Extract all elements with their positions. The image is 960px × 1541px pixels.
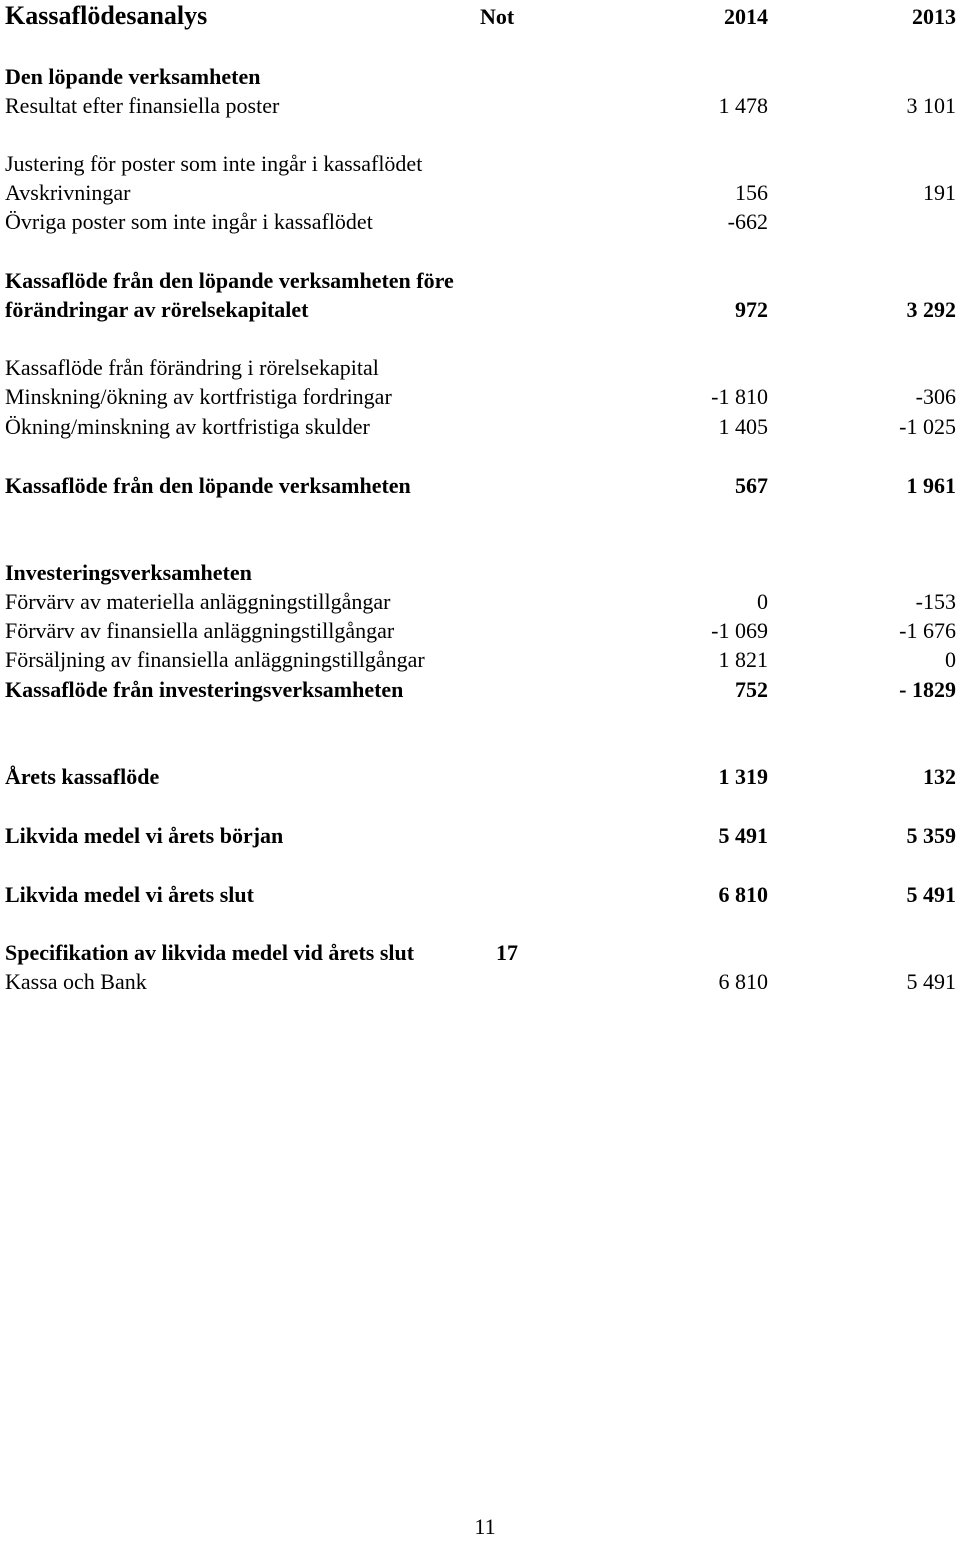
value-2014: 1 821 [718, 647, 768, 672]
value-2013: 3 292 [906, 297, 956, 322]
value-2013: 5 491 [906, 882, 956, 907]
page-number: 11 [474, 1514, 496, 1539]
page-title: Kassaflödesanalys [5, 1, 208, 30]
row-label: Minskning/ökning av kortfristiga fordringar [5, 384, 392, 409]
table-row [0, 762, 960, 791]
value-2013: - 1829 [899, 677, 956, 702]
table-row [0, 295, 960, 324]
value-2013: 3 101 [906, 93, 956, 118]
value-2014: 0 [757, 589, 768, 614]
table-row [0, 471, 960, 500]
table-row [0, 675, 960, 704]
value-2014: 156 [735, 180, 768, 205]
row-label: Kassaflöde från förändring i rörelsekapital [5, 355, 379, 380]
value-2013: -306 [915, 384, 956, 409]
row-label: Justering för poster som inte ingår i kassaflödet [5, 151, 423, 176]
table-row [0, 938, 960, 967]
row-label: Försäljning av finansiella anläggningstillgångar [5, 647, 425, 672]
row-label: Specifikation av likvida medel vid årets slut [5, 940, 415, 965]
table-row [0, 178, 960, 207]
value-2014: 1 405 [718, 414, 768, 439]
table-row [0, 207, 960, 236]
value-2013: 191 [923, 180, 956, 205]
row-label: Kassaflöde från den löpande verksamheten [5, 473, 411, 498]
value-2013: 132 [923, 764, 956, 789]
header-2013: 2013 [912, 4, 956, 29]
table-row [0, 62, 960, 91]
row-label: Resultat efter finansiella poster [5, 93, 280, 118]
table-row [0, 967, 960, 996]
table-row [0, 353, 960, 382]
value-2014: 1 478 [718, 93, 768, 118]
row-label: Förvärv av finansiella anläggningstillgångar [5, 618, 395, 643]
value-2013: 0 [945, 647, 956, 672]
row-label: Kassaflöde från den löpande verksamheten före [5, 268, 454, 293]
table-row [0, 382, 960, 411]
row-label: Den löpande verksamheten [5, 64, 261, 89]
value-2014: 6 810 [718, 882, 768, 907]
value-2014: 972 [735, 297, 768, 322]
row-label: Investeringsverksamheten [5, 560, 252, 585]
value-2014: -1 810 [711, 384, 768, 409]
row-note: 17 [496, 940, 518, 965]
table-row [0, 821, 960, 850]
row-label: Övriga poster som inte ingår i kassaflödet [5, 209, 373, 234]
value-2014: 5 491 [718, 823, 768, 848]
value-2013: -153 [915, 589, 956, 614]
table-row [0, 645, 960, 674]
row-label: Förvärv av materiella anläggningstillgångar [5, 589, 391, 614]
value-2013: 1 961 [906, 473, 956, 498]
row-label: Årets kassaflöde [5, 764, 160, 789]
value-2013: -1 025 [899, 414, 956, 439]
table-row [0, 266, 960, 295]
row-label: Kassa och Bank [5, 969, 147, 994]
value-2014: -662 [727, 209, 768, 234]
header-2014: 2014 [724, 4, 768, 29]
value-2013: -1 676 [899, 618, 956, 643]
table-row [0, 616, 960, 645]
value-2014: 1 319 [718, 764, 768, 789]
table-row [0, 412, 960, 441]
row-label: Avskrivningar [5, 180, 131, 205]
table-row [0, 587, 960, 616]
table-row [0, 558, 960, 587]
table-row [0, 91, 960, 120]
value-2013: 5 359 [906, 823, 956, 848]
table-row [0, 149, 960, 178]
header-note: Not [480, 4, 515, 29]
value-2014: 752 [735, 677, 768, 702]
row-label: Ökning/minskning av kortfristiga skulder [5, 414, 370, 439]
value-2014: -1 069 [711, 618, 768, 643]
value-2013: 5 491 [906, 969, 956, 994]
row-label: Likvida medel vi årets slut [5, 882, 254, 907]
row-label: förändringar av rörelsekapitalet [5, 297, 309, 322]
table-row [0, 880, 960, 909]
row-label: Kassaflöde från investeringsverksamheten [5, 677, 404, 702]
row-label: Likvida medel vi årets början [5, 823, 284, 848]
value-2014: 6 810 [718, 969, 768, 994]
value-2014: 567 [735, 473, 768, 498]
